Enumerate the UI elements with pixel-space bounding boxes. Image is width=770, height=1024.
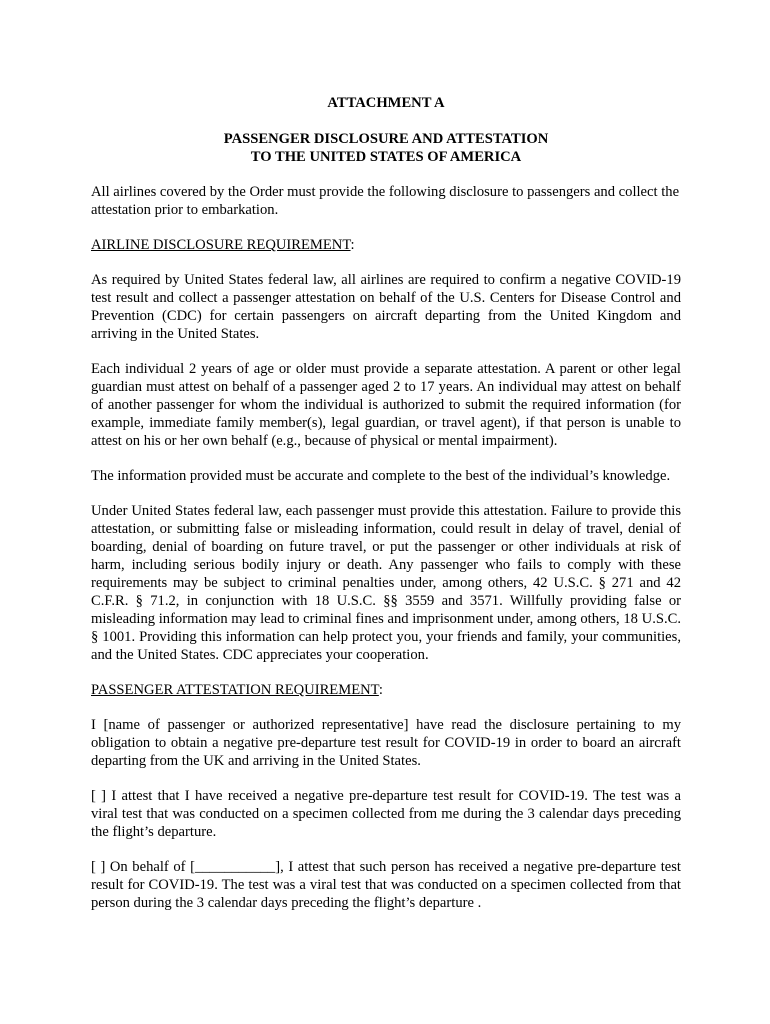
intro-paragraph: All airlines covered by the Order must provide the following disclosure to passengers and collect the attestation prior to embarkation. bbox=[91, 184, 680, 218]
passenger-attestation-heading-text: PASSENGER ATTESTATION REQUIREMENT bbox=[91, 682, 379, 698]
main-title-line1: PASSENGER DISCLOSURE AND ATTESTATION bbox=[223, 131, 549, 147]
attest-self-paragraph: [ ] I attest that I have received a negative pre-departure test result for COVID-19. The test was a viral test that was conducted on a specimen collected from me during the 3 calendar days preceding the flight’s departure. bbox=[91, 788, 681, 840]
document-body bbox=[91, 94, 681, 929]
main-title bbox=[91, 130, 681, 166]
passenger-attestation-heading-colon: : bbox=[378, 682, 383, 698]
main-title-line2: TO THE UNITED STATES OF AMERICA bbox=[250, 149, 522, 165]
attest-other-paragraph: [ ] On behalf of [___________], I attest that such person has received a negative pre-departure test result for COVID-19. The test was a viral test that was conducted on a specimen collected from that person during the 3 calendar days preceding the flight’s departure . bbox=[91, 859, 681, 911]
name-paragraph: I [name of passenger or authorized representative] have read the disclosure pertaining to my obligation to obtain a negative pre-departure test result for COVID-19 in order to board an aircraft departing from the UK and arriving in the United States. bbox=[91, 717, 681, 769]
required-paragraph: As required by United States federal law, all airlines are required to confirm a negative COVID-19 test result and collect a passenger attestation on behalf of the U.S. Centers for Disease Control and Prevention (CDC) for certain passengers on aircraft departing from the United Kingdom and arriving in the United States. bbox=[91, 272, 681, 342]
age-paragraph: Each individual 2 years of age or older must provide a separate attestation. A parent or other legal guardian must attest on behalf of a passenger aged 2 to 17 years. An individual may attest on behalf of another passenger for whom the individual is authorized to submit the required information (for example, immediate family member(s), legal guardian, or travel agent), if that person is unable to attest on his or her own behalf (e.g., because of physical or mental impairment). bbox=[91, 361, 681, 449]
passenger-attestation-heading bbox=[91, 681, 681, 699]
airline-disclosure-heading bbox=[91, 236, 681, 254]
accuracy-paragraph: The information provided must be accurate and complete to the best of the individual’s knowledge. bbox=[91, 468, 671, 484]
attachment-title: ATTACHMENT A bbox=[327, 95, 445, 111]
airline-disclosure-heading-text: AIRLINE DISCLOSURE REQUIREMENT bbox=[91, 237, 351, 253]
airline-disclosure-heading-colon: : bbox=[350, 237, 355, 253]
federal-law-paragraph: Under United States federal law, each passenger must provide this attestation. Failure to provide this attestation, or submitting false or misleading information, could result in delay of travel, denial of boarding, denial of boarding on future travel, or put the passenger or other individuals at risk of harm, including serious bodily injury or death. Any passenger who fails to comply with these requirements may be subject to criminal penalties under, among others, 42 U.S.C. § 271 and 42 C.F.R. § 71.2, in conjunction with 18 U.S.C. §§ 3559 and 3571. Willfully providing false or misleading information may lead to criminal fines and imprisonment under, among others, 18 U.S.C. § 1001. Providing this information can help protect you, your friends and family, your communities, and the United States. CDC appreciates your cooperation. bbox=[91, 503, 681, 663]
